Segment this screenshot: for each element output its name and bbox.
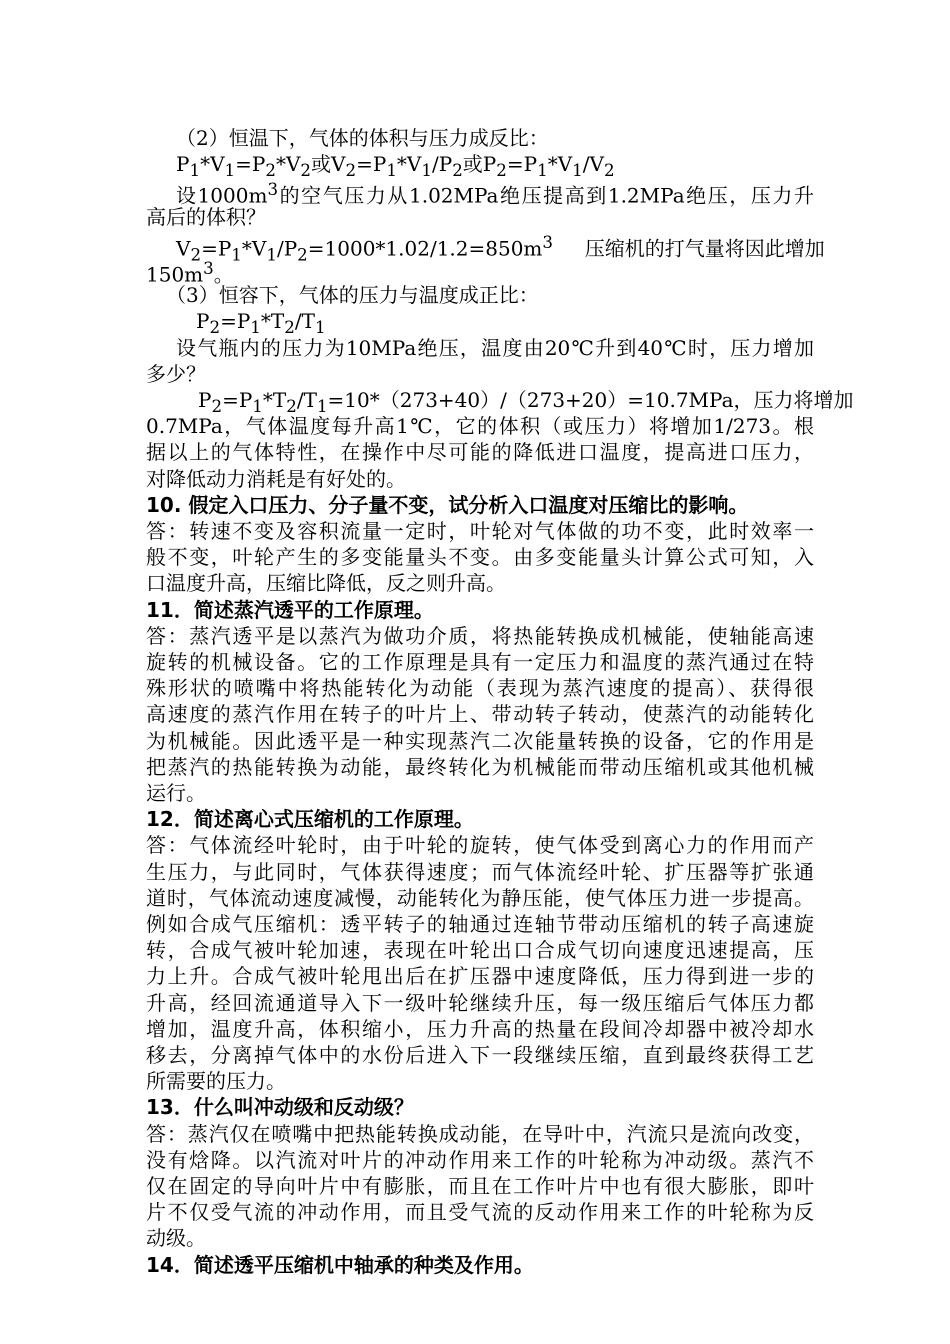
text-line: $V_2=P_1*V_1/P_2=1000*1.02/1.2=850m^3$ 压缩机的打气量将因此增加 — [176, 233, 825, 265]
text-line: 据以上的气体特性，在操作中尽可能的降低进口温度，提高进口压力， — [146, 440, 814, 464]
question-heading: 11．简述蒸汽透平的工作原理。 — [146, 598, 434, 622]
text-line: 答：蒸汽仅在喷嘴中把热能转换成动能，在导叶中，汽流只是流向改变， — [146, 1122, 814, 1146]
text-line: 把蒸汽的热能转换为动能，最终转化为机械能而带动压缩机或其他机械 — [146, 755, 814, 779]
text-line: 答：蒸汽透平是以蒸汽为做功介质，将热能转换成机械能，使轴能高速 — [146, 624, 814, 648]
question-heading: 14．简述透平压缩机中轴承的种类及作用。 — [146, 1253, 534, 1277]
text-line: 对降低动力消耗是有好处的。 — [146, 467, 406, 491]
text-line: 没有焓降。以汽流对叶片的冲动作用来工作的叶轮称为冲动级。蒸汽不 — [146, 1148, 814, 1172]
text-line: 力上升。合成气被叶轮甩出后在扩压器中速度降低，压力得到进一步的 — [146, 964, 814, 988]
text-line: 答：转速不变及容积流量一定时，叶轮对气体做的功不变，此时效率一 — [146, 519, 814, 543]
text-line: 口温度升高，压缩比降低，反之则升高。 — [146, 571, 506, 595]
text-line: $P_1*V_1=P_2*V_2$或$V_2=P_1*V_1/P_2$或$P_2=P_1*V_1/V_2$ — [176, 152, 615, 180]
question-heading: 10. 假定入口压力、分子量不变，试分析入口温度对压缩比的影响。 — [146, 493, 749, 517]
text-line: 设$1000m^3$的空气压力从1.02MPa绝压提高到1.2MPa绝压，压力升 — [176, 180, 814, 208]
text-line: 移去，分离掉气体中的水份后进入下一段继续压缩，直到最终获得工艺 — [146, 1043, 814, 1067]
text-line: $P_2=P_1*T_2/T_1=10*(273+40)/(273+20)=10.7MPa$，压力将增加 — [198, 388, 854, 416]
question-heading: 13．什么叫冲动级和反动级？ — [146, 1095, 414, 1119]
text-line: 为机械能。因此透平是一种实现蒸汽二次能量转换的设备，它的作用是 — [146, 729, 814, 753]
text-line: 高速度的蒸汽作用在转子的叶片上、带动转子转动，使蒸汽的动能转化 — [146, 702, 814, 726]
text-line: 所需要的压力。 — [146, 1069, 286, 1093]
question-heading: 12．简述离心式压缩机的工作原理。 — [146, 807, 474, 831]
text-line: 增加，温度升高，体积缩小，压力升高的热量在段间冷却器中被冷却水 — [146, 1017, 814, 1041]
text-line: 运行。 — [146, 781, 206, 805]
text-line: $P_2=P_1*T_2/T_1$ — [196, 309, 326, 337]
text-line: 动级。 — [146, 1226, 206, 1250]
text-line: 高后的体积？ — [146, 205, 266, 229]
text-line: 0.7MPa，气体温度每升高1℃，它的体积（或压力）将增加1/273。根 — [146, 414, 814, 438]
text-line: （3）恒容下，气体的压力与温度成正比： — [166, 283, 539, 307]
text-line: 答：气体流经叶轮时，由于叶轮的旋转，使气体受到离心力的作用而产 — [146, 833, 814, 857]
text-line: 多少？ — [146, 362, 206, 386]
text-line: $150m^3$。 — [146, 259, 234, 287]
text-line: 设气瓶内的压力为10MPa绝压，温度由20℃升到40℃时，压力增加 — [176, 336, 814, 360]
text-line: 道时，气体流动速度减慢，动能转化为静压能，使气体压力进一步提高。 — [146, 886, 814, 910]
text-line: 仅在固定的导向叶片中有膨胀，而且在工作叶片中也有很大膨胀，即叶 — [146, 1174, 814, 1198]
text-line: 般不变，叶轮产生的多变能量头不变。由多变能量头计算公式可知，入 — [146, 545, 814, 569]
text-line: 殊形状的喷嘴中将热能转化为动能（表现为蒸汽速度的提高）、获得很 — [146, 676, 814, 700]
text-line: 升高，经回流通道导入下一级叶轮继续升压，每一级压缩后气体压力都 — [146, 991, 814, 1015]
text-line: 转，合成气被叶轮加速，表现在叶轮出口合成气切向速度迅速提高，压 — [146, 938, 814, 962]
text-line: （2）恒温下，气体的体积与压力成反比： — [176, 126, 549, 150]
text-line: 片不仅受气流的冲动作用，而且受气流的反动作用来工作的叶轮称为反 — [146, 1200, 814, 1224]
text-line: 例如合成气压缩机：透平转子的轴通过连轴节带动压缩机的转子高速旋 — [146, 912, 814, 936]
text-line: 旋转的机械设备。它的工作原理是具有一定压力和温度的蒸汽通过在特 — [146, 650, 814, 674]
text-line: 生压力，与此同时，气体获得速度；而气体流经叶轮、扩压器等扩张通 — [146, 860, 814, 884]
